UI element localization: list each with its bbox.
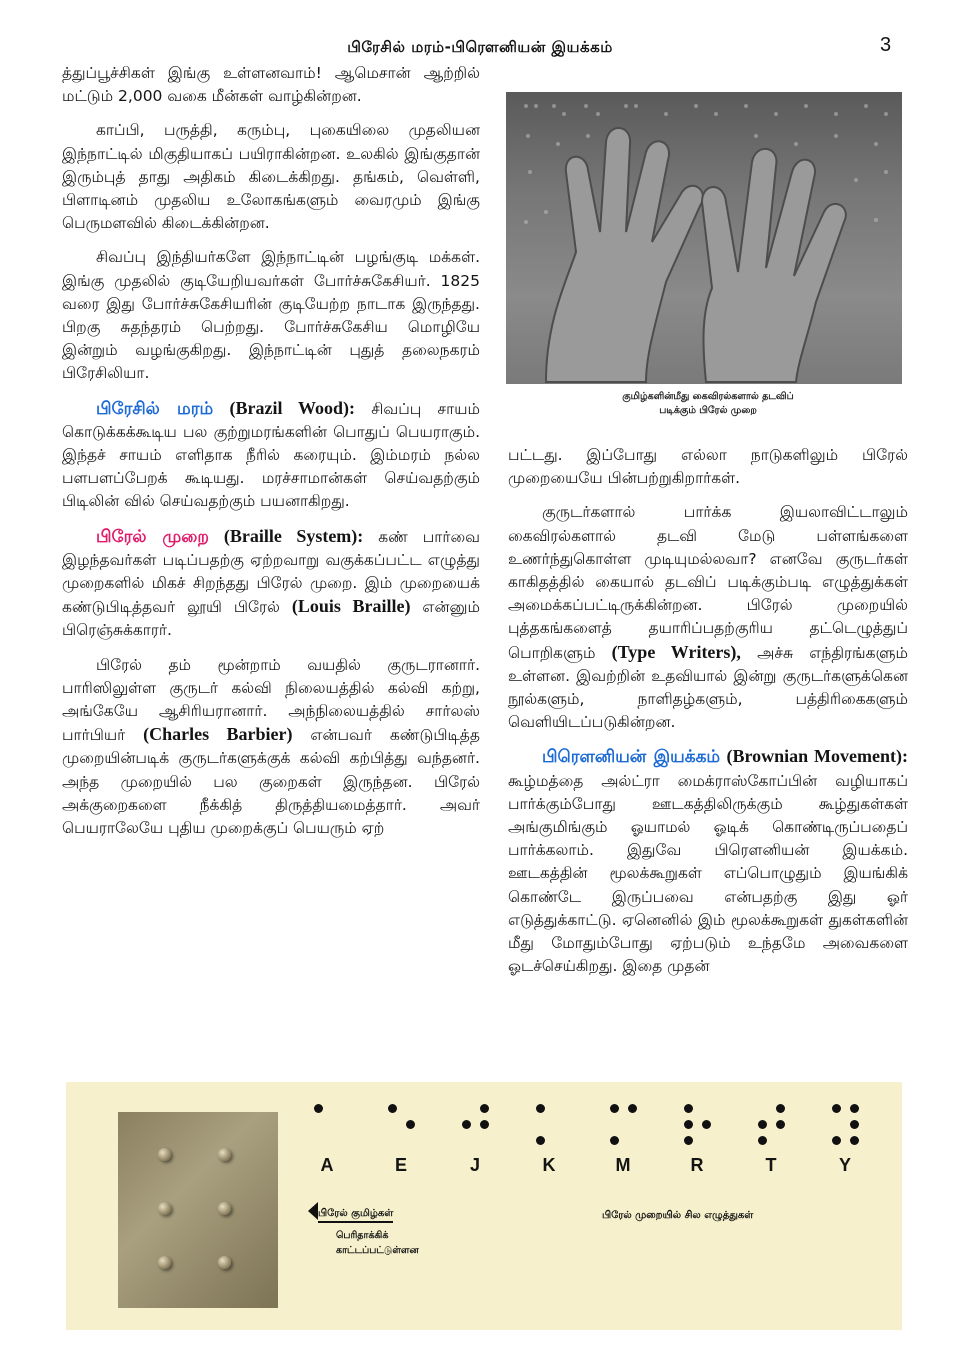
paragraph-brownian-movement — [508, 745, 908, 978]
braille-bump — [158, 1148, 171, 1161]
paragraph — [62, 654, 480, 841]
entry-english-term: (Charles Barbier) — [143, 724, 293, 745]
braille-dot — [406, 1120, 415, 1129]
paragraph: சிவப்பு இந்தியர்களே இந்நாட்டின் பழங்குடி மக்கள். இங்கு முதலில் குடியேறியவர்கள் போர்ச்சுகேசியர். 1825 வரை இது போர்ச்சுகேசியரின் குடியேற்ற நாடாக இருந்தது. பிறகு சுதந்தரம் பெற்றது. போர்ச்சுகேசிய மொழியே இன்றும் வழங்குகிறது. இந்நாட்டின் புதுத் தலைநகரம் பிரேசிலியா. — [62, 248, 480, 383]
braille-letter-label: J — [469, 1155, 480, 1175]
entry-english-term: (Brazil Wood): — [229, 397, 355, 418]
braille-dot — [776, 1120, 785, 1129]
braille-dot — [758, 1136, 767, 1145]
braille-cell — [830, 1104, 860, 1150]
caption-line: காட்டப்பட்டுள்ளன — [336, 1245, 419, 1256]
braille-reading-hands-photo — [506, 92, 902, 384]
braille-cell — [460, 1104, 490, 1150]
caption-line: படிக்கும் பிரேல் முறை — [659, 405, 757, 416]
braille-dot — [314, 1104, 323, 1113]
entry-english-term: (Type Writers), — [611, 641, 741, 662]
paragraph — [508, 501, 908, 734]
entry-heading: பிரௌனியன் இயக்கம் — [542, 747, 721, 768]
entry-body: சிவப்பு சாயம் கொடுக்கக்கூடிய பல குற்றுமரங்களின் பொதுப் பெயராகும். இந்தச் சாயம் எளிதாக நீரில் கரையும். இம்மரம் நல்ல பளபளப்பேறக் கூடியது. மரச்சாமான்கள் செய்வதற்கும் பிடிலின் வில் செய்வதற்கும் பயனாகிறது. — [62, 399, 481, 511]
caption-line: குமிழ்களின்மீது கைவிரல்களால் தடவிப் — [622, 391, 794, 402]
entry-english-term: (Louis Braille) — [291, 596, 411, 617]
arrow-left-icon — [308, 1202, 318, 1220]
braille-letter-label: K — [542, 1155, 556, 1175]
paragraph-brazil-wood — [62, 397, 480, 514]
braille-cell — [756, 1104, 786, 1150]
entry-body: பிரேல் தம் மூன்றாம் வயதில் குருடரானார். பாரிஸிலுள்ள குருடர் கல்வி நிலையத்தில் கல்வி கற்று, அங்கேயே ஆசிரியரானார். அந்நிலையத்தில் சார்லஸ் பார்பியர் — [62, 655, 480, 745]
entry-body: அச்சு எந்திரங்களும் உள்ளன. இவற்றின் உதவியால் இன்று குருடர்களுக்கென நூல்களும், நாளிதழ்களும், பத்திரிகைகளும் வெளியிடப்படுகின்றன. — [508, 643, 908, 732]
braille-letter-label: T — [765, 1155, 777, 1175]
braille-dot — [776, 1104, 785, 1113]
paragraph: காப்பி, பருத்தி, கரும்பு, புகையிலை முதலியன இந்நாட்டில் மிகுதியாகப் பயிராகின்றன. உலகில் இங்குதான் இரும்புத் தாது அதிகம் கிடைக்கிறது. தங்கம், வெள்ளி, பிளாடினம் முதலிய உலோகங்களும் வைரமும் இங்கு பெருமளவில் கிடைக்கின்றன. — [62, 121, 480, 233]
braille-dot — [758, 1120, 767, 1129]
braille-caption: பிரேல் முறையில் சில எழுத்துகள் — [602, 1210, 754, 1221]
braille-bump — [158, 1202, 171, 1215]
braille-cell — [386, 1104, 416, 1150]
braille-dot — [832, 1104, 841, 1113]
braille-cell — [682, 1104, 712, 1150]
braille-dot — [684, 1136, 693, 1145]
braille-dot — [610, 1104, 619, 1113]
braille-dot — [536, 1104, 545, 1113]
entry-body: என்னும் பிரெஞ்சுக்காரர். — [62, 598, 480, 640]
entry-english-term: (Braille System): — [223, 525, 364, 546]
entry-body: கண் பார்வை இழந்தவர்கள் படிப்பதற்கு ஏற்றவாறு வகுக்கப்பட்ட எழுத்து முறைகளில் மிகச் சிறந்தது பிரேல் முறை. இம் முறையைக் கண்டுபிடித்தவர் லூயி பிரேல் — [62, 527, 480, 617]
braille-dot — [684, 1104, 693, 1113]
entry-body: என்பவர் கண்டுபிடித்த முறையின்படிக் குருடர்களுக்குக் கல்வி கற்பித்து வந்தனர். அந்த முறையில் பல குறைகள் இருந்தன. பிரேல் அக்குறைகளை நீக்கித் திருத்தியமைத்தார். அவர் பெயராலேயே புதிய முறைக்குப் பெயரும் ஏற் — [62, 726, 480, 838]
braille-dot — [480, 1104, 489, 1113]
braille-dot — [684, 1120, 693, 1129]
braille-bump — [158, 1256, 171, 1269]
braille-dot — [850, 1120, 859, 1129]
caption-line: பெரிதாக்கிக் — [336, 1230, 389, 1241]
braille-dot — [832, 1136, 841, 1145]
paragraph: பட்டது. இப்போது எல்லா நாடுகளிலும் பிரேல் முறையையே பின்பற்றுகிறார்கள். — [508, 446, 908, 488]
braille-cell — [534, 1104, 564, 1150]
braille-letter-label: M — [615, 1155, 631, 1175]
braille-letter-label: E — [394, 1155, 407, 1175]
page-number: 3 — [880, 34, 892, 56]
entry-heading: பிரேசில் மரம் — [96, 398, 214, 419]
braille-dot — [480, 1120, 489, 1129]
entry-heading: பிரேல் முறை — [96, 526, 209, 547]
braille-dot — [388, 1104, 397, 1113]
right-column — [508, 444, 908, 989]
entry-body: குருடர்களால் பார்க்க இயலாவிட்டாலும் கைவிரல்களால் தடவி மேடு பள்ளங்களை உணர்ந்துகொள்ள முடியுமல்லவா? எனவே குருடர்கள் காகிதத்தில் கையால் தடவிப் படிக்கும்படி எழுத்துக்கள் அமைக்கப்பட்டிருக்கின்றன. பிரேல் முறையில் புத்தகங்களைத் தயாரிப்பதற்குரிய தட்டெழுத்துப் பொறிகளும் — [508, 503, 908, 662]
page-header-title: பிரேசில் மரம்-பிரௌனியன் இயக்கம் — [347, 38, 613, 56]
braille-bumps-photo — [118, 1112, 278, 1308]
braille-letter-label: Y — [838, 1155, 851, 1175]
braille-letter-label: R — [690, 1155, 704, 1175]
braille-dot — [610, 1136, 619, 1145]
braille-dot — [850, 1104, 859, 1113]
entry-english-term: (Brownian Movement): — [726, 746, 908, 767]
entry-body: கூழ்மத்தை அல்ட்ரா மைக்ராஸ்கோப்பின் வழியாகப் பார்க்கும்போது ஊடகத்திலிருக்கும் கூழ்துகள்கள் அங்குமிங்கும் ஓயாமல் ஓடிக் கொண்டிருப்பதைப் பார்க்கலாம். இதுவே பிரௌனியன் இயக்கம். ஊடகத்தின் மூலக்கூறுகள் எப்பொழுதும் இயங்கிக் கொண்டே இருப்பவை என்பதற்கு இது ஓர் எடுத்துக்காட்டு. ஏனெனில் இம் மூலக்கூறுகள் துகள்களின் மீது மோதும்போது ஏற்படும் உந்தமே அவைகளை ஓடச்செய்கிறது. இதை முதன் — [508, 771, 908, 976]
braille-letter-label: A — [320, 1155, 334, 1175]
braille-dot — [850, 1136, 859, 1145]
braille-bump — [218, 1202, 231, 1215]
braille-dot — [628, 1104, 637, 1113]
bump-sublabel — [336, 1228, 419, 1258]
braille-dot — [536, 1136, 545, 1145]
paragraph: த்துப்பூச்சிகள் இங்கு உள்ளனவாம்! ஆமெசான் ஆற்றில் மட்டும் 2,000 வகை மீன்கள் வாழ்கின்றன. — [62, 64, 480, 106]
braille-dot — [462, 1120, 471, 1129]
left-column — [62, 62, 480, 851]
braille-cell — [312, 1104, 342, 1150]
braille-cell — [608, 1104, 638, 1150]
bump-label: பிரேல் குமிழ்கள் — [318, 1208, 393, 1223]
photo-caption — [548, 390, 868, 418]
braille-dot — [702, 1120, 711, 1129]
braille-bump — [218, 1256, 231, 1269]
paragraph-braille-system — [62, 525, 480, 643]
braille-bump — [218, 1148, 231, 1161]
